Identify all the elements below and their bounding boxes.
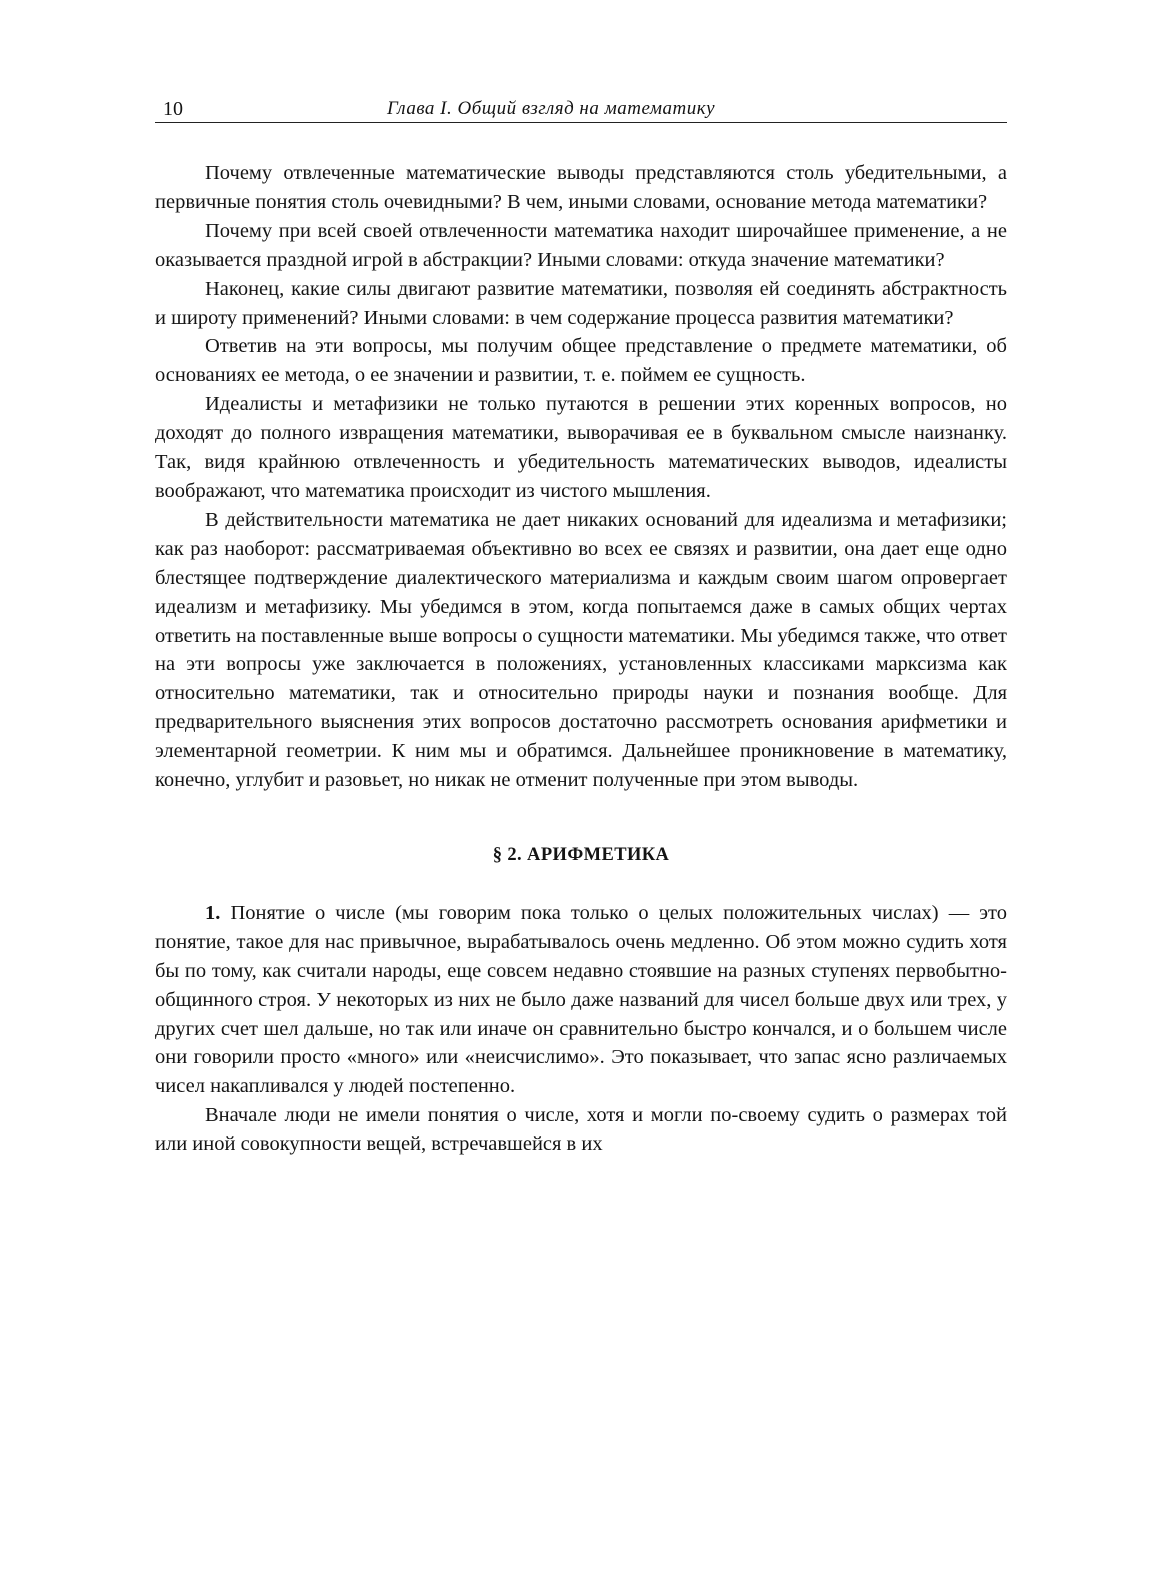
page-number: 10	[163, 98, 183, 120]
running-header	[155, 92, 1007, 123]
paragraph-dialectical-materialism: В действительности математика не дает никаких оснований для идеализма и метафизики; как раз наоборот: рассматриваемая объективно во всех ее связях и развитии, она дает еще одно блестящее подтверждение диалектического материализма и каждым своим шагом опровергает идеализм и метафизику. Мы убедимся в этом, когда попытаемся даже в самых общих чертах ответить на поставленные выше вопросы о сущности математики. Мы убедимся также, что ответ на эти вопросы уже заключается в положениях, установленных классиками марксизма как относительно математики, так и относительно природы науки и познания вообще. Для предварительного выяснения этих вопросов достаточно рассмотреть основания арифметики и элементарной геометрии. К ним мы и обратимся. Дальнейшее проникновение в математику, конечно, углубит и разовьет, но никак не отменит полученные при этом выводы.	[155, 508, 1007, 792]
paragraph-application-question: Почему при всей своей отвлеченности математика находит широчайшее применение, а не оказывается праздной игрой в абстракции? Иными словами: откуда значение математики?	[155, 219, 1007, 271]
paragraph-development-question: Наконец, какие силы двигают развитие математики, позволяя ей соединять абстрактность и широту применений? Иными словами: в чем содержание процесса развития математики?	[155, 277, 1007, 329]
book-page	[155, 92, 1007, 1159]
chapter-title: Глава I. Общий взгляд на математику	[387, 98, 716, 119]
paragraph-answer-summary: Ответив на эти вопросы, мы получим общее представление о предмете математики, об основаниях ее метода, о ее значении и развитии, т. е. поймем ее сущность.	[155, 335, 1007, 387]
paragraph-number-concept-text: Понятие о числе (мы говорим пока только о целых положительных числах) — это понятие, такое для нас привычное, вырабатывалось очень медленно. Об этом можно судить хотя бы по тому, как считали народы, еще совсем недавно стоявшие на разных ступенях первобытно-общинного строя. У некоторых из них не было даже названий для чисел больше двух или трех, у других счет шел дальше, но так или иначе он сравнительно быстро кончался, и о большем числе они говорили просто «много» или «неисчислимо». Это показывает, что запас ясно различаемых чисел накапливался у людей постепенно.	[155, 901, 1007, 1098]
paragraph-essence-question: Почему отвлеченные математические выводы представляются столь убедительными, а первичные понятия столь очевидными? В чем, иными словами, основание метода математики?	[155, 162, 1007, 213]
paragraph-idealists: Идеалисты и метафизики не только путаются в решении этих коренных вопросов, но доходят до полного извращения математики, выворачивая ее в буквальном смысле наизнанку. Так, видя крайнюю отвлеченность и убедительность математических выводов, идеалисты воображают, что математика происходит из чистого мышления.	[155, 393, 1007, 502]
paragraph-number: 1.	[205, 901, 221, 924]
paragraph-number-concept	[155, 899, 1007, 1101]
section-heading: § 2. АРИФМЕТИКА	[492, 844, 670, 865]
paragraph-early-people: Вначале люди не имели понятия о числе, хотя и могли по-своему судить о размерах той или иной совокупности вещей, встречавшейся в их	[155, 1104, 1007, 1156]
